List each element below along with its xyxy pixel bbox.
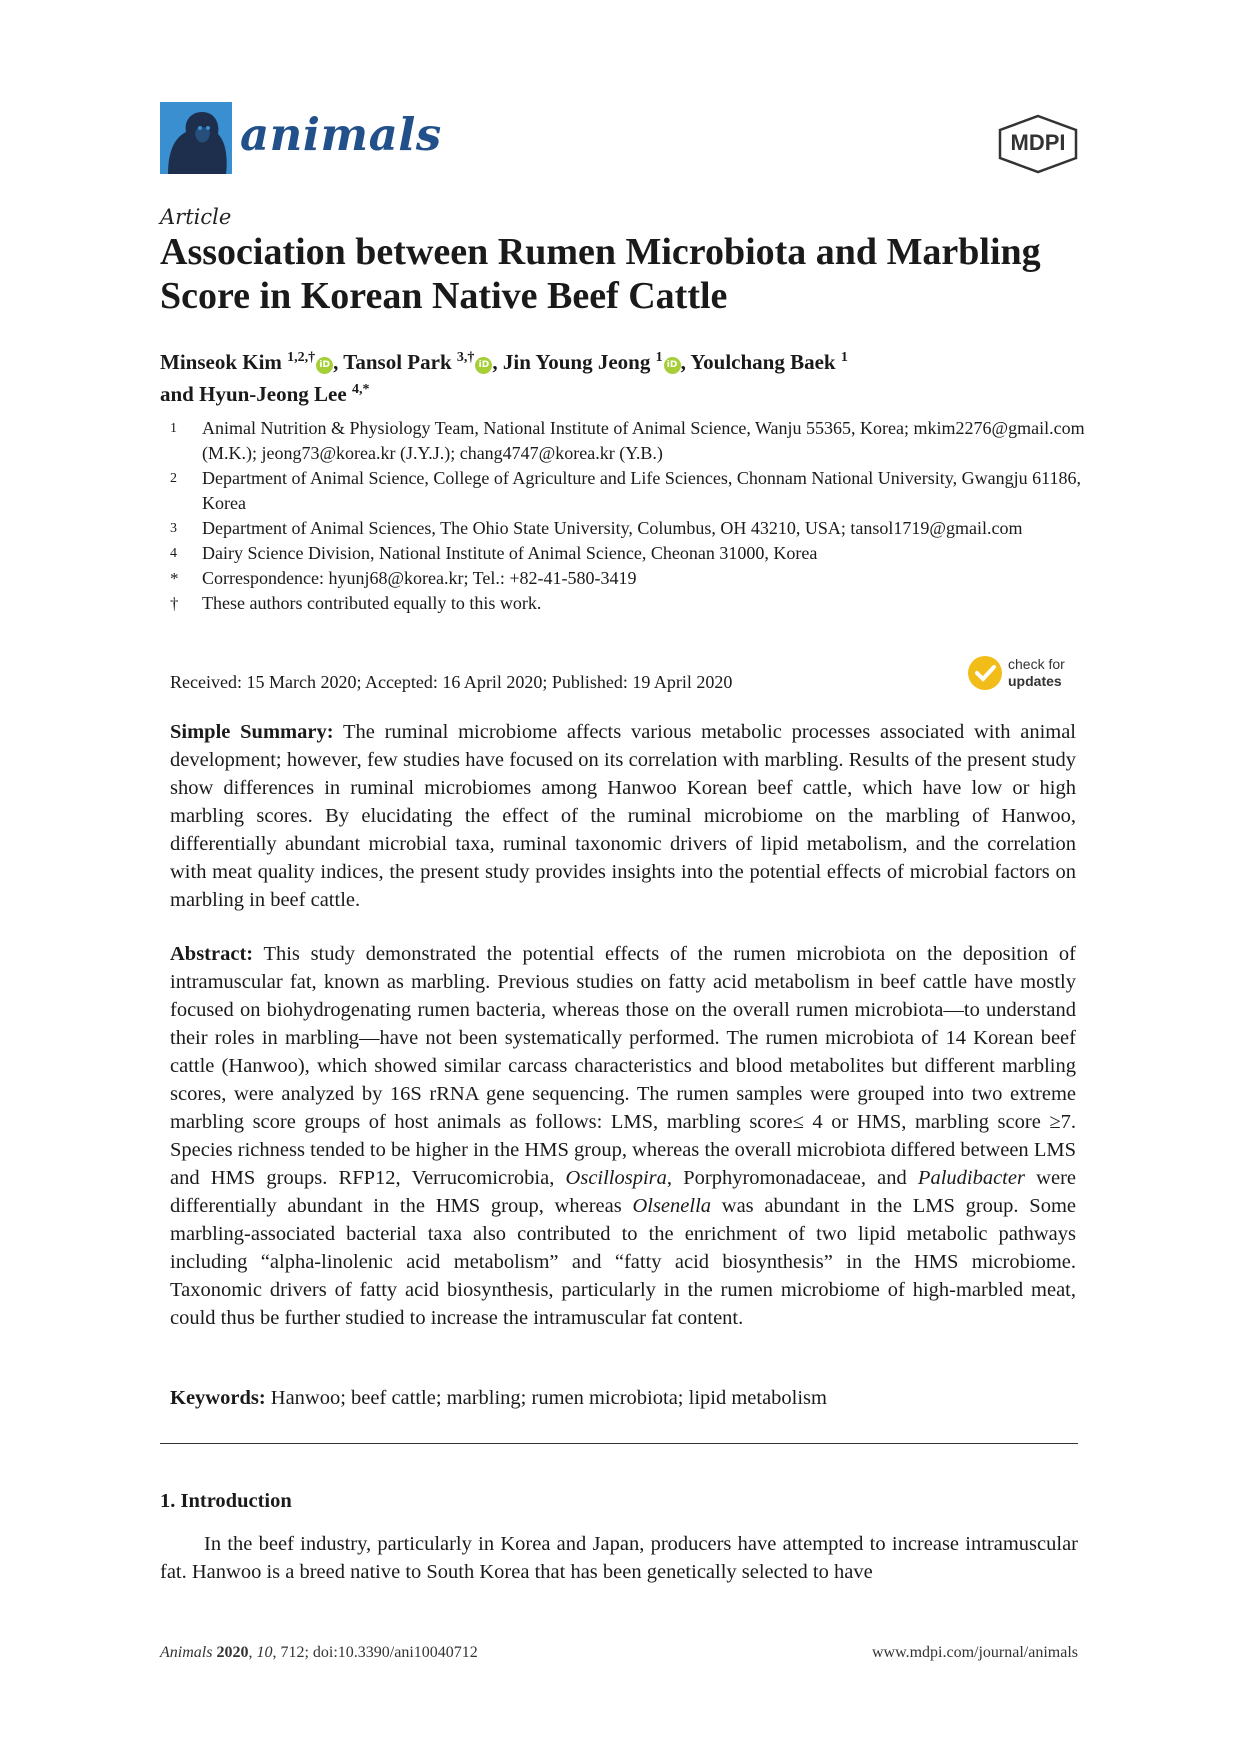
check-for-updates-badge[interactable]: check for updates: [968, 654, 1088, 694]
journal-logo: [160, 102, 232, 174]
gorilla-icon: [160, 102, 232, 174]
orcid-icon[interactable]: iD: [316, 357, 333, 374]
summary-text: The ruminal microbiome affects various metabolic processes associated with animal development; however, few studies have focused on its correlation with marbling. Results of the present study show differences in ruminal microbiomes among Hanwoo Korean beef cattle, which have low or high marbling scores. By elucidating the effect of the ruminal microbiome on the marbling of Hanwoo, differentially abundant microbial taxa, ruminal taxonomic drivers of lipid metabolism, and the correlation with meat quality indices, the present study provides insights into the potential effects of microbial factors on marbling in beef cattle.: [170, 721, 1077, 911]
paper-title: Association between Rumen Microbiota and Marbling Score in Korean Native Beef Cattle: [160, 231, 1041, 317]
section-divider: [160, 1443, 1078, 1444]
mdpi-logo: [994, 114, 1082, 174]
author-list: Minseok Kim $^{1,2,\dagger}$ iD , Tansol Park $^{3,\dagger}$ iD , Jin Young Jeong $^1$ iD , Youlchang Baek $^1$ and Hyun-Jeong Lee $^{4,*}$: [160, 350, 848, 406]
affiliation: 1 Animal Nutrition & Physiology Team, National Institute of Animal Science, Wanju 55365, Korea; mkim2276@gmail.com (M.K.); jeong73@korea.kr (J.Y.J.); chang4747@korea.kr (Y.B.): [170, 418, 1085, 463]
author[interactable]: Jin Young Jeong $^1$ iD: [503, 350, 681, 374]
orcid-icon[interactable]: iD: [664, 357, 681, 374]
citation-footer: Animals 2020, 10, 712; doi:10.3390/ani10040712: [160, 1644, 478, 1661]
journal-name: animals: [240, 108, 442, 161]
publisher-name: MDPI: [1010, 130, 1066, 155]
keywords-label: Keywords:: [170, 1387, 266, 1409]
orcid-icon[interactable]: iD: [475, 357, 492, 374]
author[interactable]: Minseok Kim $^{1,2,\dagger}$ iD: [160, 350, 333, 374]
author: Youlchang Baek $^1$: [690, 350, 848, 374]
affiliation: 4 Dairy Science Division, National Institute of Animal Science, Cheonan 31000, Korea: [170, 543, 818, 563]
simple-summary: [170, 718, 1076, 914]
abstract: Abstract: This study demonstrated the potential effects of the rumen microbiota on the deposition of intramuscular fat, known as marbling. Previous studies on fatty acid metabolism in beef cattle have mostly focused on biohydrogenating rumen bacteria, whereas those on the overall rumen microbiota—to understand their roles in marbling—have not been systematically performed. The rumen microbiota of 14 Korean beef cattle (Hanwoo), which showed similar carcass characteristics and blood metabolites but different marbling scores, were analyzed by 16S rRNA gene sequencing. The rumen samples were grouped into two extreme marbling score groups of host animals as follows: LMS, marbling score≤ 4 or HMS, marbling score ≥7. Species richness tended to be higher in the HMS group, whereas the overall microbiota differed between LMS and HMS groups. RFP12, Verrucomicrobia, Oscillospira, Porphyromonadaceae, and Paludibacter were differentially abundant in the HMS group, whereas Olsenella was abundant in the LMS group. Some marbling-associated bacterial taxa also contributed to the enrichment of two lipid metabolic pathways including “alpha-linolenic acid metabolism” and “fatty acid biosynthesis” in the HMS microbiome. Taxonomic drivers of fatty acid biosynthesis, particularly in the rumen microbiome of high-marbled meat, could thus be further studied to increase the intramuscular fat content.: [170, 943, 1076, 1329]
abstract-label: Abstract:: [170, 943, 254, 965]
section-heading: 1. Introduction: [160, 1490, 292, 1512]
affiliation: 3 Department of Animal Sciences, The Ohio State University, Columbus, OH 43210, USA; tansol1719@gmail.com: [170, 518, 1023, 538]
checkmark-icon: [968, 656, 1002, 690]
summary-label: Simple Summary:: [170, 721, 334, 743]
keywords: [170, 1384, 1076, 1412]
affiliation-list: [170, 416, 1110, 616]
introduction-text: In the beef industry, particularly in Korea and Japan, producers have attempted to increase intramuscular fat. Hanwoo is a breed native to South Korea that has been genetically selected to have: [160, 1533, 1078, 1583]
author[interactable]: Tansol Park $^{3,\dagger}$ iD: [343, 350, 492, 374]
author: and Hyun-Jeong Lee $^{4,*}$: [160, 382, 370, 406]
publication-dates: Received: 15 March 2020; Accepted: 16 April 2020; Published: 19 April 2020: [170, 672, 733, 692]
article-type: Article: [160, 205, 232, 229]
keywords-text: Hanwoo; beef cattle; marbling; rumen microbiota; lipid metabolism: [270, 1387, 827, 1409]
equal-contribution-note: † These authors contributed equally to this work.: [170, 593, 542, 613]
affiliation: 2 Department of Animal Science, College of Agriculture and Life Sciences, Chonnam National University, Gwangju 61186, Korea: [170, 468, 1081, 513]
correspondence: * Correspondence: hyunj68@korea.kr; Tel.: +82-41-580-3419: [170, 568, 637, 588]
journal-url[interactable]: www.mdpi.com/journal/animals: [871, 1644, 1078, 1661]
